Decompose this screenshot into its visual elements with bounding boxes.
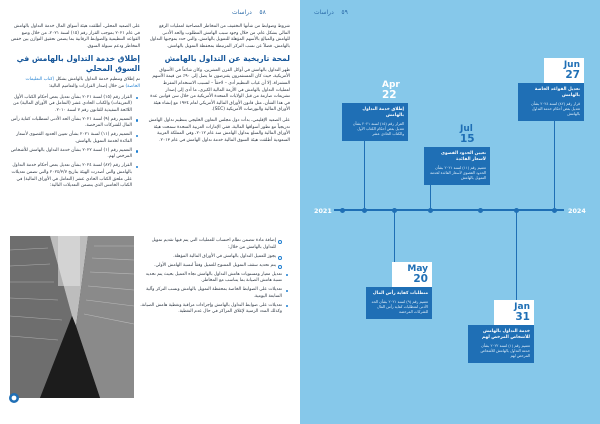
- date-label: May 20: [392, 262, 432, 287]
- list-item: التعميم رقم (١١) لسنة ٢٠٢١ بشأن تعيين الحدود القصوى لأسعار الفائدة لخدمة التمويل بالهامش.: [10, 132, 132, 145]
- date-label: Jul 15: [460, 124, 475, 145]
- timeline-start-year: 2021: [314, 207, 332, 215]
- page-logo-icon: [8, 392, 20, 404]
- left-page-number: ٥٨: [259, 9, 266, 16]
- timeline-end-year: 2024: [568, 207, 586, 215]
- timeline-node: [340, 208, 345, 213]
- history-paragraph-2: على الصعيد الإقليمي، بدأت دول مجلس التعاون الخليجي بتنظيم تداول الهامش تدريجياً مع تطور أسواقها المالية، ففي الإمارات العربية المتحدة سمحت هيئة الأوراق المالية والسلع بتداول الهامش منذ عام ٢٠١٢، وفي المملكة العربية السعودية أطلقت هيئة السوق المالية خدمة تداول الهامش في عام ٢٠١٣.: [148, 118, 290, 143]
- card-title: تعديل القواعد الخاصة بالهامش: [534, 87, 580, 98]
- left-page-left-column: [10, 24, 140, 192]
- local-launch-heading: إطلاق خدمة التداول بالهامش في السوق المحلي: [16, 54, 140, 73]
- right-page-header: [314, 9, 348, 16]
- card-title: متطلبات كفاية رأس المال: [372, 291, 428, 296]
- card-text: تعميم رقم (٩) لسنة ٢٠٢١ بشأن الحد الأدنى لمتطلبات كفاية رأس المال للشركات المرخصة: [371, 299, 428, 315]
- timeline-node: [478, 208, 483, 213]
- timeline-node: [552, 208, 557, 213]
- list-item: يجوز للعميل التداول بالهامش في الأوراق المالية المؤهلة.: [140, 254, 276, 261]
- card-text: القرار رقم (١٥) لسنة ٢٠٢١ بشأن تعديل بعض أحكام الكتاب الأول والكتاب الحادي عشر: [352, 121, 404, 136]
- left-page-title: دراسات: [232, 9, 252, 16]
- list-item: تعديلات على الضوابط الخاصة بمحفظة التمويل بالهامش ونسب التركز وآلية المتابعة اليومية.: [140, 287, 282, 300]
- date-label: Jan 31: [494, 300, 534, 325]
- list-item: إضافة مادة تتضمن نظام احتساب للعمليات التي يتم فيها تقديم تمويل للتداول بالهامش من خلال:: [140, 238, 276, 251]
- timeline-card-jun: [518, 58, 584, 121]
- list-item: التعميم رقم (١) لسنة ٢٠٢٢ بشأن خدمة التداول بالهامش للأشخاص المرخص لهم.: [10, 147, 132, 160]
- decisions-list: [10, 95, 140, 190]
- right-page: [300, 0, 600, 424]
- date-label: Jun 27: [544, 58, 584, 83]
- city-skyline-image: [10, 236, 134, 398]
- card-text: تعميم رقم (١١) لسنة ٢٠٢١ بشأن الحدود القصوى لأسعار الفائدة لخدمة التمويل بالهامش: [430, 165, 486, 180]
- card-body: [342, 103, 408, 141]
- card-text: قرار رقم (٨٢) لسنة ٢٠٢٤ بشأن تعديل بعض أحكام خدمة التداول بالهامش: [531, 101, 580, 116]
- card-text: تعميم رقم (١) لسنة ٢٠٢٢ بشأن خدمة التداول بالهامش للأشخاص المرخص لهم: [480, 343, 530, 358]
- local-intro-paragraph: على الصعيد المحلي، أطلقت هيئة أسواق المال خدمة التداول بالهامش في عام ٢٠٢١ بموجب القرار رقم (١٥) لسنة ٢٠٢١، من خلال وضع القواعد التنظيمية والضوابط الرقابية بما يضمن تحقيق التوازن بين خفض المخاطر ودعم سيولة السوق.: [11, 24, 140, 49]
- card-body: [468, 325, 534, 363]
- left-page-header: [232, 9, 266, 16]
- skyscrapers-photo: [10, 236, 134, 398]
- card-title: تعيين الحدود القصوى لأسعار الفائدة: [441, 151, 486, 162]
- list-item: التعميم رقم (٩) لسنة ٢٠٢١ بشأن الحد الأدنى لمتطلبات كفاية رأس المال للشركات المرخصة.: [11, 116, 132, 129]
- card-body: [366, 287, 432, 319]
- timeline-node: [362, 208, 367, 213]
- timeline-card-may: [366, 262, 432, 319]
- list-item: القرار رقم (١٥) لسنة ٢٠٢١ بشأن تعديل بعض أحكام الكتاب الأول (التعريفات) والكتاب الحادي عشر (التعامل في الأوراق المالية) من اللائحة التنفيذية للقانون رقم ٧ لسنة ٢٠١٠.: [10, 95, 132, 115]
- history-paragraph-1: ظهر التداول بالهامش في أوائل القرن العشرين، وكان شائعاً في الأسواق الأمريكية، حيث كان المستثمرون يقترضون ما يصل إلى ٩٠٪ من قيمة الأسهم المشتراة، إلا أن غياب التنظيم أدى – لاحقاً – لتسبب الاستخدام المفرط لعمليات التداول بالهامش في الأزمة المالية الكبرى، ما أدى إلى إصدار تشريعات صارمة من قبل الولايات المتحدة الأمريكية من خلال سن قوانين عدة في هذا الشأن، مثل قانون الأوراق المالية الأمريكي لعام ١٩٣٤ مع إنشاء هيئة الأوراق المالية والبورصات الأمريكية (SEC).: [150, 67, 290, 113]
- right-page-title: دراسات: [314, 9, 334, 16]
- intro-paragraph: شروط وضوابط من شأنها التخفيف من المخاطر المصاحبة لعمليات الرفع المالي بشكل عام، من خلال وجود سبب الهامش المطلوب والحد الأدنى للهامش والمبالغ بالأسهم المؤهلة للتمويل بالهامش، والتي حدد بموجبها التداول بالهامش، فضلاً عن نسب التركز المرتبطة بمحفظة التمويل بالهامش.: [149, 24, 290, 49]
- right-page-number: ٥٩: [341, 9, 348, 16]
- date-label: Apr 22: [382, 80, 400, 101]
- list-item: القرار رقم (٨٢) لسنة ٢٠٢٤ بشأن تعديل بعض أحكام خدمة التداول بالهامش والتي أصدرت الهيئة بتاريخ ٢٠٢٤/٣/٧ والتي تضمن تعديلات على ملحق الكتاب الحادي عشر (التعامل في الأوراق المالية) في الكتاب الخامس الذي يتضمن التعديلات التالية:: [11, 163, 132, 189]
- history-heading: لمحة تاريخية عن التداول بالهامش: [164, 54, 290, 64]
- left-page-lower-column: [140, 238, 290, 318]
- amendments-list: [140, 272, 290, 316]
- card-body: [424, 147, 490, 185]
- list-item: يتم تحديد سقف التمويل الممنوح للعميل وفقاً لنسبة الهامش الأولي.: [140, 263, 276, 270]
- timeline-node: [428, 208, 433, 213]
- card-body: [518, 83, 584, 121]
- highlight-link-text[interactable]: (كتاب التعليمات الخاصة): [25, 77, 140, 89]
- list-item: تعديلات على ضوابط التداول بالهامش وإجراءات مراقبة وتغطية هامش الصيانة، وكذلك المدد الزمنية لإغلاق المراكز في حال عدم التغطية.: [140, 302, 282, 315]
- local-launch-paragraph: تم إطلاق وتنظيم خدمة التداول بالهامش بشكل (كتاب التعليمات الخاصة) من خلال إصدار القرارات والتعاميم التالية:: [25, 77, 140, 89]
- timeline-card-jul: [424, 124, 490, 185]
- card-title: إطلاق خدمة التداول بالهامش: [362, 107, 404, 118]
- left-page-right-column: [148, 24, 290, 148]
- card-title: خدمة التداول بالهامش للأشخاص المرخص لهم: [481, 329, 530, 340]
- sub-list: [140, 238, 290, 269]
- timeline-axis: [334, 209, 564, 211]
- timeline-card-apr: [342, 80, 408, 141]
- list-item: تعديل معيار ومستويات هامش التداول بالهامش تجاه العميل بحيث يتم تحديد نسبة هامش الصيانة بما يتناسب مع المخاطر.: [140, 272, 282, 285]
- timeline-card-jan: [468, 300, 534, 363]
- timeline-stem: [516, 212, 517, 308]
